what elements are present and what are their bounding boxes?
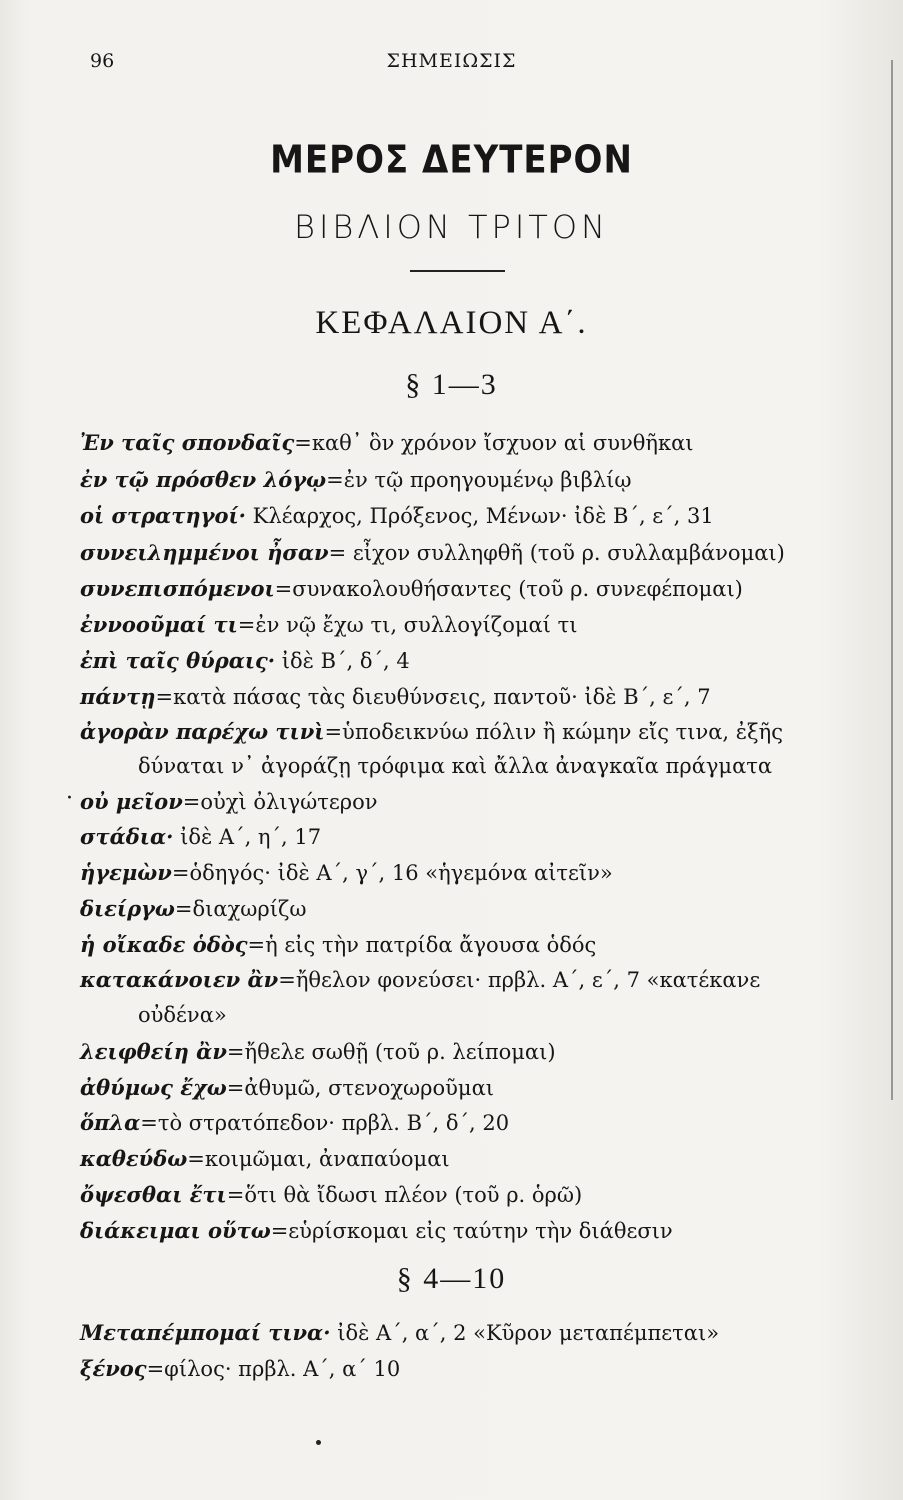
entry-definition: =ὑποδεικνύω πόλιν ἢ κώμην εἴς τινα, ἐξῆς (324, 720, 783, 744)
entry-term: ὅπλα (80, 1110, 141, 1135)
glossary-entry (80, 1182, 840, 1207)
entry-term: οὐ μεῖον (80, 789, 183, 814)
glossary-entry (80, 1075, 840, 1100)
entry-term: ἡγεμὼν (80, 860, 172, 885)
entry-definition: οὐδένα» (138, 1003, 227, 1027)
entry-definition: =ὅτι θὰ ἴδωσι πλέον (τοῦ ρ. ὁρῶ) (226, 1183, 583, 1207)
glossary-entry (80, 540, 840, 565)
entry-term: διάκειμαι οὕτω (80, 1218, 271, 1243)
entry-definition: =ἤθελον φονεύσει· πρβλ. Α΄, ε΄, 7 «κατέκανε (278, 968, 761, 992)
glossary-entry (80, 576, 840, 601)
entry-term: ἀθύμως ἔχω (80, 1075, 227, 1100)
entry-term: κατακάνοιεν ἂν (80, 967, 279, 992)
page-number: 96 (90, 50, 115, 72)
glossary-entry (80, 467, 840, 492)
entry-term: διείργω (80, 896, 175, 921)
entry-definition: =κοιμῶμαι, ἀναπαύομαι (187, 1147, 450, 1171)
entry-term: στάδια· (80, 824, 174, 849)
entry-definition: =εὑρίσκομαι εἰς ταύτην τὴν διάθεσιν (270, 1219, 673, 1243)
entry-definition: =συνακολουθήσαντες (τοῦ ρ. συνεφέπομαι) (274, 577, 743, 601)
glossary-entry (80, 612, 840, 637)
entry-term: συνεπισπόμενοι (80, 576, 275, 601)
glossary-entry (80, 1320, 840, 1345)
glossary-entry (80, 1039, 840, 1064)
section-heading: § 4—10 (396, 1262, 507, 1295)
entry-term: Ἐν ταῖς σπονδαῖς (80, 430, 295, 455)
entry-definition: =ἤθελε σωθῇ (τοῦ ρ. λείπομαι) (226, 1040, 556, 1064)
glossary-entry-continuation (138, 754, 898, 778)
entry-term: ξένος (80, 1356, 147, 1381)
glossary-entry (80, 824, 840, 849)
title-rule (410, 270, 505, 272)
book-title: ΒΙΒΛΙΟΝ ΤΡΙΤΟΝ (294, 208, 609, 246)
entry-term: πάντῃ (80, 684, 156, 709)
entry-definition: ἰδὲ Β΄, δ΄, 4 (275, 649, 410, 673)
entry-definition: =κατὰ πάσας τὰς διευθύνσεις, παντοῦ· ἰδὲ Β΄, ε΄, 7 (155, 685, 711, 709)
entry-definition: =οὐχὶ ὀλιγώτερον (182, 790, 378, 814)
section-heading: § 1—3 (405, 368, 498, 401)
entry-term: ὄψεσθαι ἔτι (80, 1182, 227, 1207)
entry-term: ἐπὶ ταῖς θύραις· (80, 648, 276, 673)
part-title: ΜΕΡΟΣ ΔΕΥΤΕΡΟΝ (270, 137, 633, 183)
glossary-entry (80, 789, 840, 814)
glossary-entry (80, 1218, 840, 1243)
entry-term: καθεύδω (80, 1146, 188, 1171)
entry-definition: =καθ᾽ ὃν χρόνον ἴσχυον αἱ συνθῆκαι (294, 431, 694, 455)
glossary-entry (80, 430, 840, 455)
ink-speck (316, 1440, 321, 1445)
entry-term: συνειλημμένοι ἦσαν (80, 540, 329, 565)
glossary-entry (80, 1356, 840, 1381)
entry-term: λειφθείη ἂν (80, 1039, 227, 1064)
glossary-entry (80, 932, 840, 957)
entry-definition: =διαχωρίζω (174, 897, 307, 921)
entry-definition: =τὸ στρατόπεδον· πρβλ. Β΄, δ΄, 20 (140, 1111, 510, 1135)
entry-definition: ἰδὲ Α΄, α΄, 2 «Κῦρον μεταπέμπεται» (330, 1321, 720, 1345)
entry-definition: = εἶχον συλληφθῆ (τοῦ ρ. συλλαμβάνομαι) (328, 541, 785, 565)
glossary-entry (80, 1146, 840, 1171)
entry-term: ἐννοοῦμαί τι (80, 612, 238, 637)
entry-term: ἀγορὰν παρέχω τινὶ (80, 719, 325, 744)
glossary-entry (80, 648, 840, 673)
entry-definition: Κλέαρχος, Πρόξενος, Μένων· ἰδὲ Β΄, ε΄, 31 (245, 504, 714, 528)
chapter-title: ΚΕΦΑΛΑΙΟΝ Α΄. (315, 305, 588, 341)
glossary-entry (80, 860, 840, 885)
entry-term: οἱ στρατηγοί· (80, 503, 246, 528)
glossary-entry (80, 967, 840, 992)
glossary-entry (80, 719, 840, 744)
entry-definition: =φίλος· πρβλ. Α΄, α΄ 10 (146, 1357, 401, 1381)
entry-definition: =ὁδηγός· ἰδὲ Α΄, γ΄, 16 «ἡγεμόνα αἰτεῖν» (171, 861, 613, 885)
entry-definition: =ἐν νῷ ἔχω τι, συλλογίζομαί τι (237, 613, 578, 637)
entry-definition: ἰδὲ Α΄, η΄, 17 (173, 825, 322, 849)
glossary-entry (80, 1110, 840, 1135)
glossary-entry (80, 503, 840, 528)
entry-definition: δύναται ν᾽ ἀγοράζῃ τρόφιμα καὶ ἄλλα ἀναγκαῖα πράγματα (138, 754, 773, 778)
glossary-entry (80, 896, 840, 921)
entry-term: ἐν τῷ πρόσθεν λόγῳ (80, 467, 327, 492)
glossary-entry (80, 684, 840, 709)
glossary-entry-continuation (138, 1003, 898, 1027)
entry-term: ἡ οἴκαδε ὁδὸς (80, 932, 248, 957)
running-head: ΣΗΜΕΙΩΣΙΣ (386, 50, 517, 72)
entry-definition: =ἀθυμῶ, στενοχωροῦμαι (226, 1076, 494, 1100)
entry-term: Μεταπέμπομαί τινα· (80, 1320, 331, 1345)
entry-definition: =ἡ εἰς τὴν πατρίδα ἄγουσα ὁδός (247, 933, 597, 957)
entry-definition: =ἐν τῷ προηγουμένῳ βιβλίῳ (326, 468, 632, 492)
margin-mark: · (66, 786, 73, 811)
